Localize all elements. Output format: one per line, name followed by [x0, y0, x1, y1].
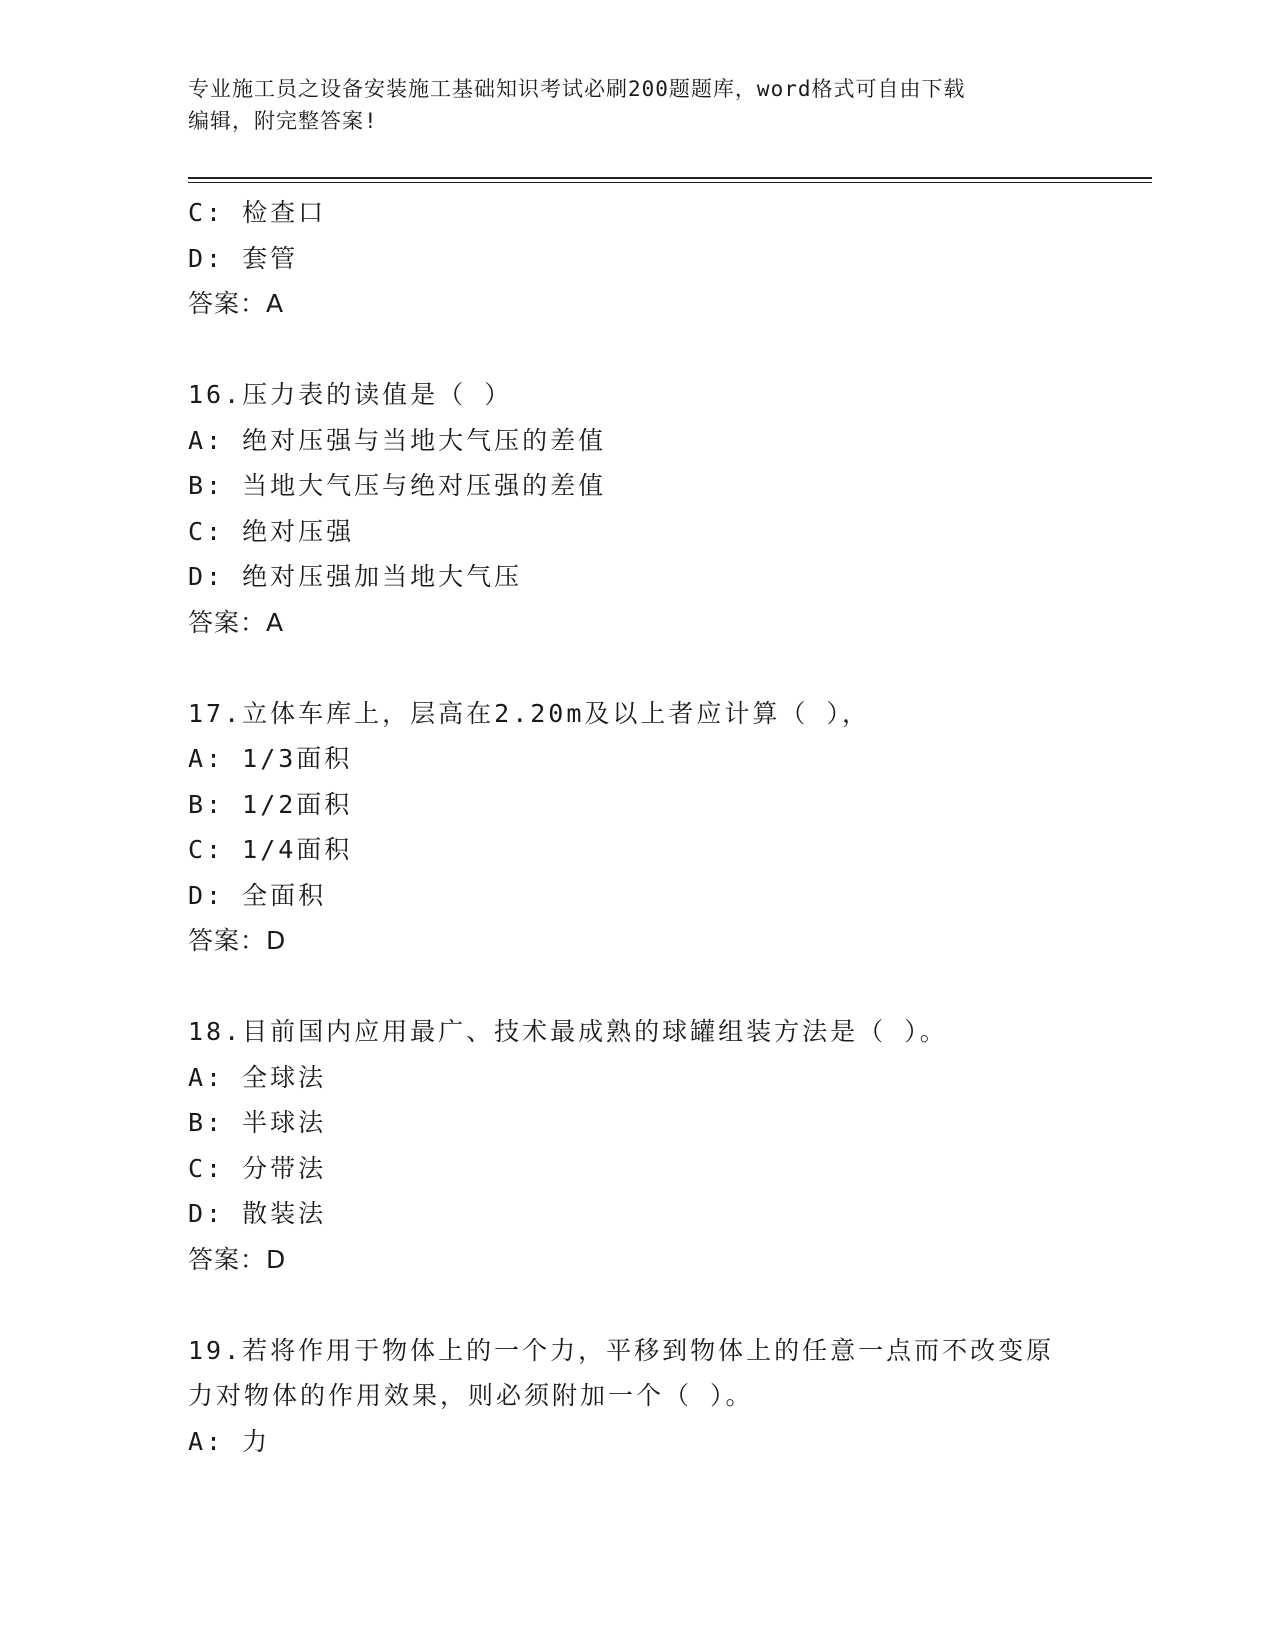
option-b: B: 当地大气压与绝对压强的差值: [188, 471, 607, 500]
answer: 答案：A: [188, 289, 285, 318]
question-text-line-2: 力对物体的作用效果，则必须附加一个（ ）。: [188, 1381, 754, 1410]
option-a: A: 力: [188, 1426, 271, 1456]
question-text: 16.压力表的读值是（ ）: [188, 380, 513, 409]
header-line-1: 专业施工员之设备安装施工基础知识考试必刷200题题库，word格式可自由下载: [188, 77, 966, 101]
option-a: A: 绝对压强与当地大气压的差值: [188, 425, 607, 455]
answer: 答案：A: [188, 607, 285, 637]
question-17: [188, 691, 1088, 964]
option-d: D: 套管: [188, 243, 299, 273]
answer: 答案：D: [188, 926, 287, 955]
spacer: [188, 1282, 1088, 1328]
question-16: [188, 372, 1088, 645]
header-divider-thick: [188, 177, 1152, 179]
question-18: [188, 1009, 1088, 1282]
option-c: C: 分带法: [188, 1153, 327, 1183]
header-divider-thin: [188, 182, 1152, 183]
option-b: B: 1/2面积: [188, 789, 353, 819]
question-text: 17.立体车库上，层高在2.20m及以上者应计算（ ），: [188, 698, 870, 728]
header-line-2: 编辑，附完整答案!: [188, 109, 378, 133]
option-d: D: 散装法: [188, 1199, 327, 1228]
question-list: [188, 190, 1088, 1464]
option-c: C: 1/4面积: [188, 835, 353, 864]
option-b: B: 半球法: [188, 1108, 327, 1137]
question-19: [188, 1328, 1088, 1465]
question-text: 18.目前国内应用最广、技术最成熟的球罐组装方法是（ ）。: [188, 1017, 948, 1046]
option-d: D: 绝对压强加当地大气压: [188, 562, 523, 591]
option-c: C: 绝对压强: [188, 516, 355, 546]
question-text-line-1: 19.若将作用于物体上的一个力，平移到物体上的任意一点而不改变原: [188, 1335, 1055, 1365]
answer: 答案：D: [188, 1244, 287, 1274]
option-a: A: 全球法: [188, 1062, 327, 1092]
spacer: [188, 964, 1088, 1010]
option-c: C: 检查口: [188, 198, 327, 227]
option-d: D: 全面积: [188, 880, 327, 910]
option-a: A: 1/3面积: [188, 744, 353, 773]
question-15-continuation: [188, 190, 1088, 327]
page-header: [188, 73, 1088, 137]
spacer: [188, 327, 1088, 373]
spacer: [188, 645, 1088, 691]
